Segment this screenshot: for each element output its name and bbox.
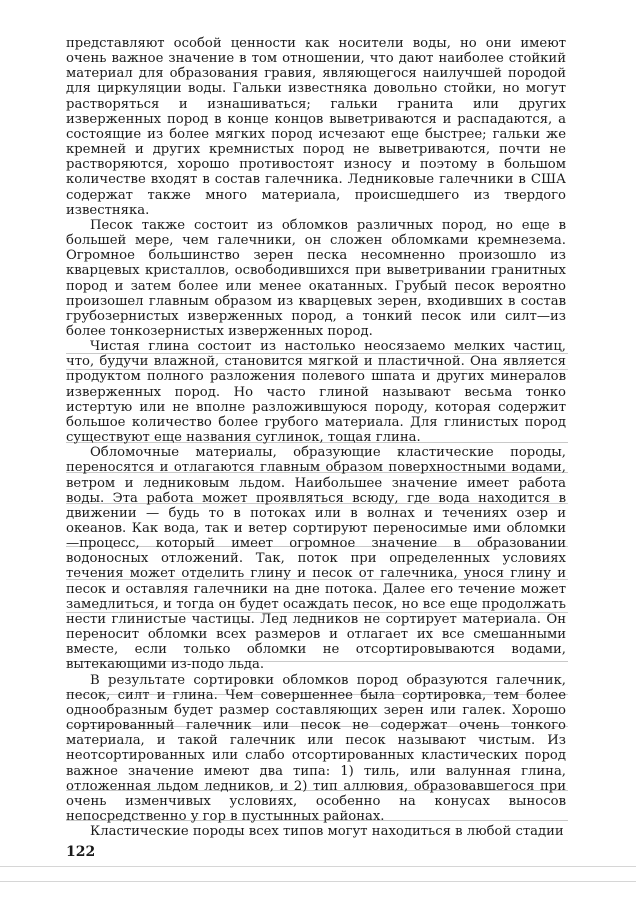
paragraph: В результате сортировки обломков пород образуются галечник, песок, силт и глина. Чем совершеннее была сортировка, тем более однообразным будет размер составляющих зерен или галек. Хорошо сортированный галечник или песок не содержат очень тонкого материала, и такой галечник или песок называют чистым. Из неотсортированных или слабо отсортированных кластических пород важное значение имеют два типа: 1) тиль, или валунная глина, отложенная льдом ледников, и 2) тип аллювия, образовавшегося при очень изменчивых условиях, особенно на конусах выносов непосредственно у гор в пустынных районах. — [66, 672, 566, 824]
paragraph: Обломочные материалы, образующие кластические породы, переносятся и отлагаются главным образом поверхностными водами, ветром и ледниковым льдом. Наибольшее значение имеет работа воды. Эта работа может проявляться всюду, где вода находится в движении — будь то в потоках или в волнах и течениях озер и океанов. Как вода, так и ветер сортируют переносимые ими обломки—процесс, который имеет огромное значение в образовании водоносных отложений. Так, поток при определенных условиях течения может отделить глину и песок от галечника, унося глину и песок и оставляя галечники на дне потока. Далее его течение может замедлиться, и тогда он будет осаждать песок, но все еще продолжать нести глинистые частицы. Лед ледников не сортирует материала. Он переносит обломки всех размеров и отлагает их все смешанными вместе, если только обломки не отсортировываются водами, вытекающими из-подо льда. — [66, 445, 566, 673]
paragraph: представляют особой ценности как носители воды, но они имеют очень важное значение в том отношении, что дают наиболее стойкий материал для образования гравия, являющегося наилучшей породой для циркуляции воды. Гальки известняка довольно стойки, но могут растворяться и изнашиваться; гальки гранита или других изверженных пород в конце концов выветриваются и распадаются, а состоящие из более мягких пород исчезают еще быстрее; гальки же кремней и других кремнистых пород не выветриваются, почти не растворяются, хорошо противостоят износу и поэтому в большом количестве входят в состав галечника. Ледниковые галечники в США содержат также много материала, происшедшего из твердого известняка. — [66, 36, 566, 218]
body-text — [66, 36, 566, 839]
scan-line — [0, 866, 636, 867]
paragraph: Песок также состоит из обломков различных пород, но еще в большей мере, чем галечники, он сложен обломками кремнезема. Огромное большинство зерен песка несомненно произошло из кварцевых кристаллов, освободившихся при выветривании гранитных пород и затем более или менее окатанных. Грубый песок вероятно произошел главным образом из кварцевых зерен, входивших в состав грубозернистых изверженных пород, а тонкий песок или силт—из более тонкозернистых изверженных пород. — [66, 217, 566, 339]
scan-line — [0, 881, 636, 882]
paragraph: Кластические породы всех типов могут находиться в любой стадии — [90, 824, 564, 840]
paragraph: Чистая глина состоит из настолько неосязаемо мелких частиц, что, будучи влажной, становится мягкой и пластичной. Она является продуктом полного разложения полевого шпата и других минералов изверженных пород. Но часто глиной называют весьма тонко истертую или не вполне разложившуюся породу, которая содержит большое количество более грубого материала. Для глинистых пород существуют еще названия суглинок, тощая глина. — [66, 339, 566, 446]
page-number: 122 — [66, 844, 96, 860]
